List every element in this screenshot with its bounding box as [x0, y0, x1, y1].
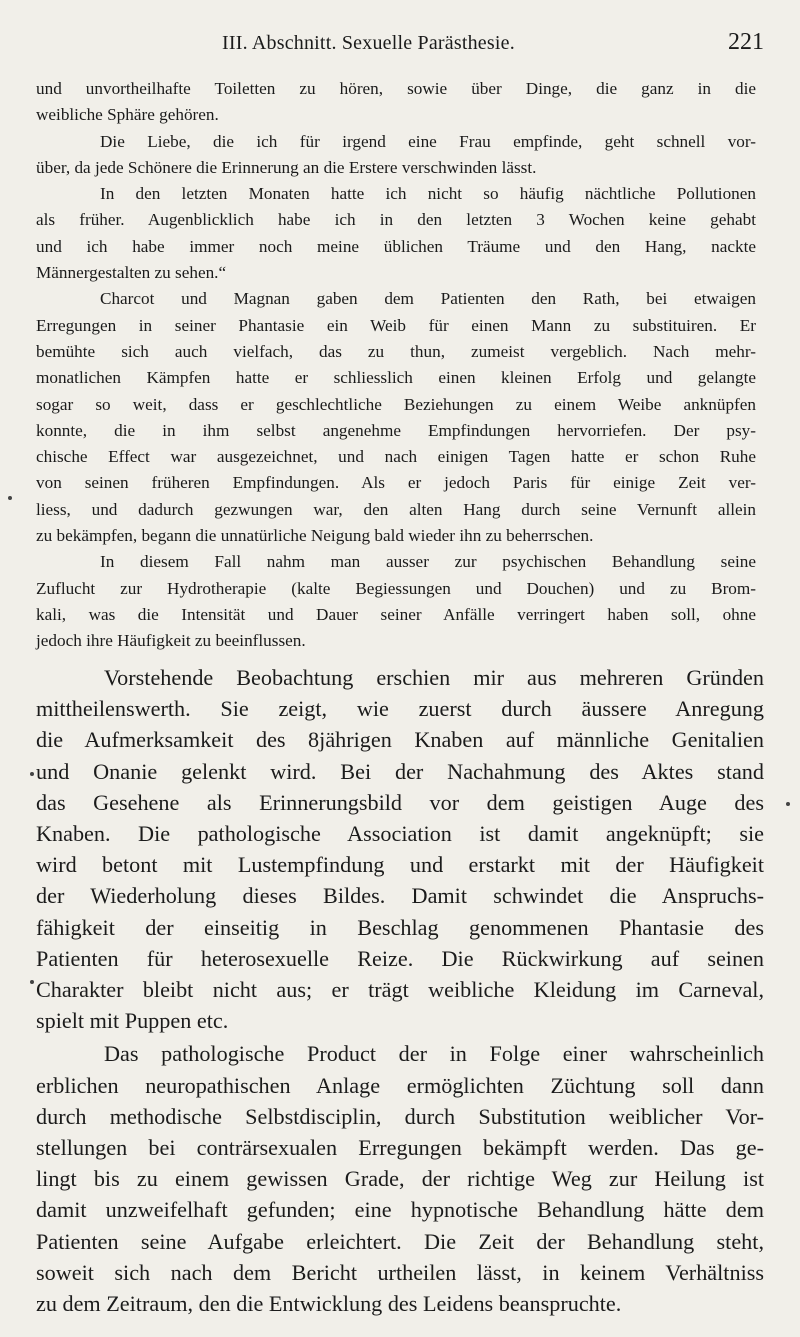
text-line: bemühte sich auch vielfach, das zu thun, zumeist vergeblich. Nach mehr-	[36, 341, 756, 361]
text-line: Knaben. Die pathologische Association ist damit angeknüpft; sie	[36, 821, 764, 847]
margin-speck	[30, 772, 34, 776]
text-line: das Gesehene als Erinnerungsbild vor dem geistigen Auge des	[36, 789, 764, 815]
paragraph	[36, 181, 756, 286]
text-line: und Onanie gelenkt wird. Bei der Nachahmung des Aktes stand	[36, 758, 764, 784]
text-line: Zuflucht zur Hydrotherapie (kalte Begiessungen und Douchen) und zu Brom-	[36, 578, 756, 598]
text-line: wird betont mit Lustempfindung und erstarkt mit der Häufigkeit	[36, 852, 764, 878]
text-line: In diesem Fall nahm man ausser zur psychischen Behandlung seine	[100, 552, 756, 572]
small-print-case-report	[36, 76, 756, 655]
margin-speck	[8, 496, 12, 500]
text-line: der Wiederholung dieses Bildes. Damit schwindet die Anspruchs-	[36, 883, 764, 909]
text-line: liess, und dadurch gezwungen war, den alten Hang durch seine Vernunft allein	[36, 499, 756, 519]
text-line: Charcot und Magnan gaben dem Patienten den Rath, bei etwaigen	[100, 289, 756, 309]
text-line: spielt mit Puppen etc.	[36, 1008, 229, 1034]
text-line: Erregungen in seiner Phantasie ein Weib für einen Mann zu substituiren. Er	[36, 315, 756, 335]
text-line: Charakter bleibt nicht aus; er trägt weibliche Kleidung im Carneval,	[36, 977, 764, 1003]
text-line: kali, was die Intensität und Dauer seiner Anfälle verringert haben soll, ohne	[36, 604, 756, 624]
text-line: Das pathologische Product der in Folge einer wahrscheinlich	[104, 1041, 764, 1067]
text-line: zu bekämpfen, begann die unnatürliche Neigung bald wieder ihn zu beherrschen.	[36, 526, 594, 546]
text-line: In den letzten Monaten hatte ich nicht so häufig nächtliche Pollutionen	[100, 184, 756, 204]
text-line: und unvortheilhafte Toiletten zu hören, sowie über Dinge, die ganz in die	[36, 79, 756, 98]
text-line: damit unzweifelhaft gefunden; eine hypnotische Behandlung hätte dem	[36, 1197, 764, 1223]
main-commentary-text	[36, 662, 764, 1319]
margin-speck	[786, 802, 790, 806]
text-line: Vorstehende Beobachtung erschien mir aus mehreren Gründen	[104, 665, 764, 690]
paragraph	[36, 76, 756, 129]
running-head-title: III. Abschnitt. Sexuelle Parästhesie.	[222, 32, 515, 54]
text-line: und ich habe immer noch meine üblichen Träume und den Hang, nackte	[36, 236, 756, 256]
paragraph	[36, 549, 756, 654]
text-line: über, da jede Schönere die Erinnerung an die Erstere verschwinden lässt.	[36, 157, 537, 177]
text-line: erblichen neuropathischen Anlage ermöglichten Züchtung soll dann	[36, 1072, 764, 1098]
text-line: weibliche Sphäre gehören.	[36, 105, 219, 125]
page-number: 221	[728, 29, 764, 55]
paragraph	[36, 1038, 764, 1319]
text-line: chische Effect war ausgezeichnet, und nach einigen Tagen hatte er schon Ruhe	[36, 447, 756, 467]
text-line: Patienten seine Aufgabe erleichtert. Die Zeit der Behandlung steht,	[36, 1228, 764, 1254]
paragraph	[36, 662, 764, 1036]
text-line: konnte, die in ihm selbst angenehme Empfindungen hervorriefen. Der psy-	[36, 420, 756, 440]
text-line: die Aufmerksamkeit des 8jährigen Knaben auf männliche Genitalien	[36, 727, 764, 753]
text-line: stellungen bei conträrsexualen Erregungen bekämpft werden. Das ge-	[36, 1135, 764, 1161]
text-line: fähigkeit der einseitig in Beschlag genommenen Phantasie des	[36, 914, 764, 940]
text-line: Männergestalten zu sehen.“	[36, 263, 227, 283]
text-line: von seinen früheren Empfindungen. Als er jedoch Paris für einige Zeit ver-	[36, 473, 756, 493]
text-line: Patienten für heterosexuelle Reize. Die Rückwirkung auf seinen	[36, 945, 764, 971]
text-line: Die Liebe, die ich für irgend eine Frau empfinde, geht schnell vor-	[100, 131, 756, 151]
text-line: monatlichen Kämpfen hatte er schliesslich einen kleinen Erfolg und gelangte	[36, 368, 756, 388]
text-line: zu dem Zeitraum, den die Entwicklung des Leidens beanspruchte.	[36, 1291, 622, 1317]
text-line: durch methodische Selbstdisciplin, durch Substitution weiblicher Vor-	[36, 1103, 764, 1129]
paragraph	[36, 286, 756, 549]
text-line: lingt bis zu einem gewissen Grade, der richtige Weg zur Heilung ist	[36, 1166, 764, 1192]
text-line: sogar so weit, dass er geschlechtliche Beziehungen zu einem Weibe anknüpfen	[36, 394, 756, 414]
paragraph	[36, 129, 756, 182]
running-head	[36, 30, 764, 60]
text-line: jedoch ihre Häufigkeit zu beeinflussen.	[36, 631, 306, 651]
text-line: mittheilenswerth. Sie zeigt, wie zuerst durch äussere Anregung	[36, 696, 764, 722]
text-line: als früher. Augenblicklich habe ich in den letzten 3 Wochen keine gehabt	[36, 210, 756, 230]
margin-speck	[30, 980, 34, 984]
text-line: soweit sich nach dem Bericht urtheilen lässt, in keinem Verhältniss	[36, 1259, 764, 1285]
